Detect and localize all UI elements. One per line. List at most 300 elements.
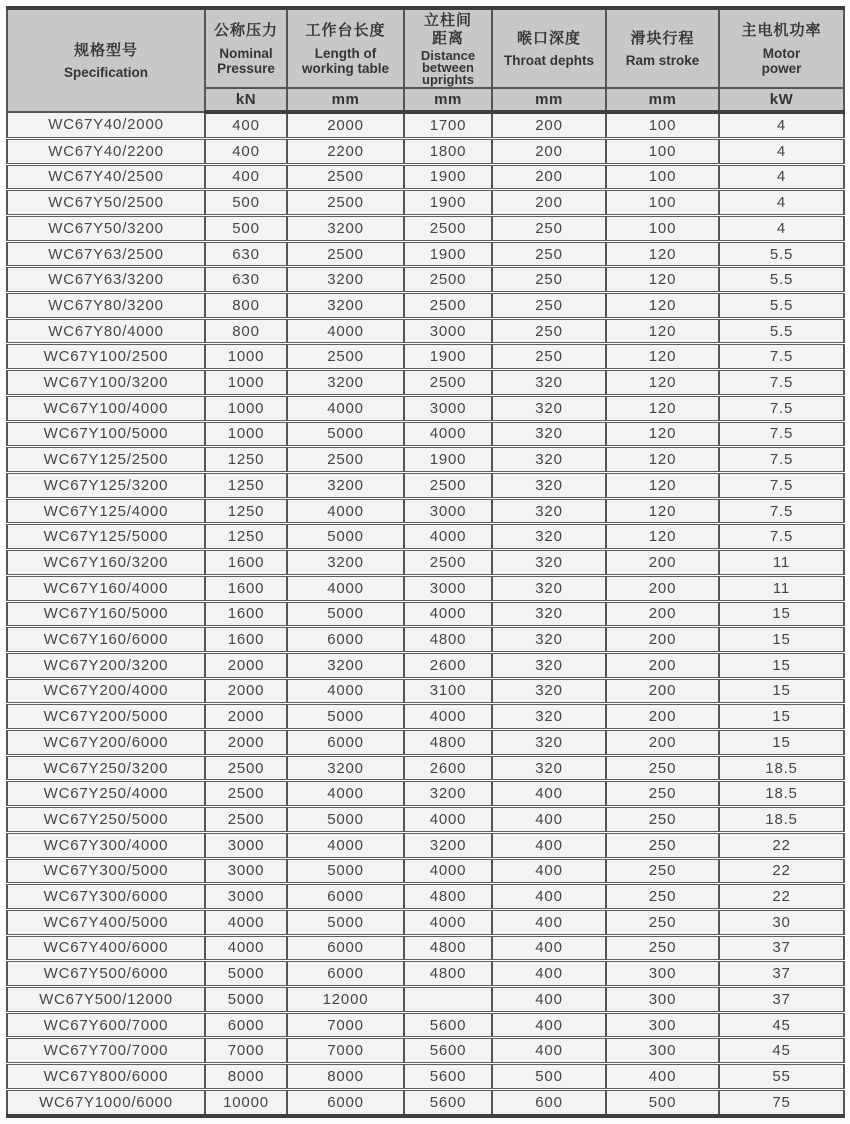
table-row [7, 550, 844, 576]
value-cell: 1250 [205, 524, 287, 550]
spec-model-cell: WC67Y40/2000 [7, 112, 205, 138]
value-cell: 320 [492, 524, 606, 550]
value-cell: 55 [719, 1064, 844, 1090]
spec-model-cell: WC67Y40/2500 [7, 164, 205, 190]
value-cell: 1600 [205, 601, 287, 627]
value-cell: 200 [606, 575, 719, 601]
value-cell: 8000 [205, 1064, 287, 1090]
table-row [7, 293, 844, 319]
value-cell: 400 [492, 909, 606, 935]
value-cell: 200 [492, 112, 606, 138]
value-cell: 250 [492, 267, 606, 293]
table-row [7, 704, 844, 730]
value-cell: 320 [492, 755, 606, 781]
value-cell: 6000 [287, 1089, 404, 1116]
value-cell: 200 [606, 678, 719, 704]
value-cell: 200 [606, 627, 719, 653]
value-cell: 250 [606, 807, 719, 833]
value-cell: 6000 [287, 961, 404, 987]
value-cell: 6000 [287, 884, 404, 910]
spec-model-cell: WC67Y125/5000 [7, 524, 205, 550]
value-cell: 320 [492, 652, 606, 678]
spec-model-cell: WC67Y250/3200 [7, 755, 205, 781]
value-cell: 4000 [205, 935, 287, 961]
value-cell: 250 [492, 344, 606, 370]
value-cell: 4000 [287, 575, 404, 601]
spec-model-cell: WC67Y160/4000 [7, 575, 205, 601]
spec-model-cell: WC67Y250/4000 [7, 781, 205, 807]
value-cell: 5.5 [719, 241, 844, 267]
spec-model-cell: WC67Y50/2500 [7, 190, 205, 216]
value-cell: 200 [492, 164, 606, 190]
value-cell: 15 [719, 678, 844, 704]
value-cell: 30 [719, 909, 844, 935]
value-cell: 5000 [287, 909, 404, 935]
value-cell: 3000 [404, 575, 492, 601]
value-cell: 18.5 [719, 807, 844, 833]
value-cell: 600 [492, 1089, 606, 1116]
value-cell: 120 [606, 421, 719, 447]
value-cell: 22 [719, 858, 844, 884]
value-cell: 400 [492, 987, 606, 1013]
value-cell: 100 [606, 215, 719, 241]
value-cell: 18.5 [719, 755, 844, 781]
column-title-en: Distance between uprights [420, 48, 476, 87]
value-cell: 200 [606, 601, 719, 627]
value-cell: 6000 [287, 935, 404, 961]
value-cell: 8000 [287, 1064, 404, 1090]
value-cell: 5000 [287, 858, 404, 884]
value-cell: 4000 [404, 704, 492, 730]
column-header-specification [7, 8, 205, 112]
spec-model-cell: WC67Y1000/6000 [7, 1089, 205, 1116]
value-cell: 1900 [404, 447, 492, 473]
column-title-cn: 主电机功率 [741, 22, 822, 40]
value-cell: 2500 [205, 807, 287, 833]
value-cell: 2500 [287, 344, 404, 370]
value-cell: 2000 [205, 704, 287, 730]
value-cell: 2000 [287, 112, 404, 138]
column-header-nominal-pressure [205, 8, 287, 88]
value-cell: 2500 [287, 447, 404, 473]
value-cell: 250 [606, 884, 719, 910]
spec-model-cell: WC67Y160/3200 [7, 550, 205, 576]
table-row [7, 1038, 844, 1064]
value-cell: 400 [492, 884, 606, 910]
spec-model-cell: WC67Y160/6000 [7, 627, 205, 653]
value-cell: 3000 [205, 858, 287, 884]
value-cell: 3200 [287, 550, 404, 576]
value-cell: 100 [606, 190, 719, 216]
spec-model-cell: WC67Y80/3200 [7, 293, 205, 319]
table-row [7, 1064, 844, 1090]
column-title-en: Motor power [761, 45, 802, 77]
spec-model-cell: WC67Y63/2500 [7, 241, 205, 267]
value-cell: 1250 [205, 472, 287, 498]
value-cell: 400 [492, 807, 606, 833]
value-cell: 120 [606, 498, 719, 524]
value-cell: 4000 [404, 807, 492, 833]
table-row [7, 267, 844, 293]
value-cell: 300 [606, 1012, 719, 1038]
value-cell: 15 [719, 627, 844, 653]
value-cell: 37 [719, 961, 844, 987]
table-row [7, 781, 844, 807]
value-cell: 2500 [287, 190, 404, 216]
spec-model-cell: WC67Y125/4000 [7, 498, 205, 524]
value-cell: 5000 [205, 987, 287, 1013]
spec-model-cell: WC67Y40/2200 [7, 138, 205, 164]
unit-cell-kn: kN [205, 88, 287, 112]
value-cell: 300 [606, 1038, 719, 1064]
value-cell: 15 [719, 652, 844, 678]
value-cell: 3200 [287, 293, 404, 319]
spec-model-cell: WC67Y100/2500 [7, 344, 205, 370]
value-cell: 3200 [287, 215, 404, 241]
value-cell: 250 [492, 293, 606, 319]
table-row [7, 575, 844, 601]
spec-model-cell: WC67Y500/12000 [7, 987, 205, 1013]
table-row [7, 318, 844, 344]
value-cell: 4800 [404, 627, 492, 653]
value-cell: 11 [719, 575, 844, 601]
value-cell: 200 [492, 138, 606, 164]
column-header-ram-stroke [606, 8, 719, 88]
value-cell: 5000 [287, 704, 404, 730]
value-cell: 320 [492, 498, 606, 524]
value-cell: 2000 [205, 678, 287, 704]
unit-cell-mm: mm [492, 88, 606, 112]
value-cell: 4000 [287, 395, 404, 421]
table-row [7, 190, 844, 216]
value-cell: 45 [719, 1012, 844, 1038]
value-cell: 1250 [205, 447, 287, 473]
value-cell: 5600 [404, 1012, 492, 1038]
value-cell: 200 [606, 704, 719, 730]
value-cell: 6000 [287, 730, 404, 756]
value-cell: 22 [719, 884, 844, 910]
column-title-cn: 立柱间距离 [423, 11, 472, 48]
table-row [7, 138, 844, 164]
value-cell: 1000 [205, 370, 287, 396]
specification-table [6, 6, 845, 1118]
value-cell: 1900 [404, 241, 492, 267]
value-cell: 250 [492, 215, 606, 241]
value-cell: 4000 [404, 858, 492, 884]
value-cell: 630 [205, 267, 287, 293]
value-cell: 320 [492, 678, 606, 704]
value-cell: 4800 [404, 730, 492, 756]
column-title-en: Specification [63, 65, 149, 81]
value-cell: 320 [492, 472, 606, 498]
value-cell: 250 [492, 318, 606, 344]
value-cell: 320 [492, 730, 606, 756]
value-cell: 200 [606, 550, 719, 576]
table-row [7, 807, 844, 833]
spec-model-cell: WC67Y300/4000 [7, 832, 205, 858]
table-row [7, 858, 844, 884]
value-cell: 4 [719, 112, 844, 138]
value-cell: 75 [719, 1089, 844, 1116]
spec-model-cell: WC67Y600/7000 [7, 1012, 205, 1038]
value-cell: 320 [492, 447, 606, 473]
value-cell: 120 [606, 318, 719, 344]
value-cell [404, 987, 492, 1013]
value-cell: 120 [606, 293, 719, 319]
table-row [7, 524, 844, 550]
spec-model-cell: WC67Y300/5000 [7, 858, 205, 884]
unit-cell-mm: mm [287, 88, 404, 112]
table-row [7, 652, 844, 678]
value-cell: 250 [492, 241, 606, 267]
table-row [7, 472, 844, 498]
table-row [7, 961, 844, 987]
value-cell: 7.5 [719, 344, 844, 370]
table-row [7, 370, 844, 396]
value-cell: 400 [492, 1038, 606, 1064]
table-row [7, 421, 844, 447]
value-cell: 2500 [404, 267, 492, 293]
value-cell: 5600 [404, 1089, 492, 1116]
value-cell: 320 [492, 370, 606, 396]
spec-model-cell: WC67Y200/5000 [7, 704, 205, 730]
value-cell: 2200 [287, 138, 404, 164]
value-cell: 400 [205, 138, 287, 164]
value-cell: 320 [492, 627, 606, 653]
value-cell: 7.5 [719, 370, 844, 396]
value-cell: 7000 [287, 1012, 404, 1038]
value-cell: 5000 [287, 524, 404, 550]
value-cell: 5.5 [719, 318, 844, 344]
spec-model-cell: WC67Y50/3200 [7, 215, 205, 241]
value-cell: 250 [606, 858, 719, 884]
value-cell: 3200 [404, 832, 492, 858]
value-cell: 3200 [287, 755, 404, 781]
value-cell: 400 [492, 1012, 606, 1038]
value-cell: 5.5 [719, 267, 844, 293]
value-cell: 800 [205, 318, 287, 344]
value-cell: 120 [606, 524, 719, 550]
value-cell: 4 [719, 190, 844, 216]
table-row [7, 730, 844, 756]
value-cell: 3200 [404, 781, 492, 807]
value-cell: 120 [606, 395, 719, 421]
value-cell: 4 [719, 215, 844, 241]
value-cell: 120 [606, 267, 719, 293]
table-row [7, 241, 844, 267]
value-cell: 320 [492, 550, 606, 576]
value-cell: 500 [606, 1089, 719, 1116]
value-cell: 15 [719, 704, 844, 730]
value-cell: 2500 [205, 781, 287, 807]
table-header [7, 8, 844, 112]
column-title-en: Throat dephts [504, 53, 594, 69]
value-cell: 15 [719, 730, 844, 756]
value-cell: 400 [492, 935, 606, 961]
value-cell: 1800 [404, 138, 492, 164]
value-cell: 4000 [404, 421, 492, 447]
value-cell: 320 [492, 601, 606, 627]
table-row [7, 112, 844, 138]
value-cell: 250 [606, 832, 719, 858]
value-cell: 1900 [404, 190, 492, 216]
table-row [7, 987, 844, 1013]
column-header-working-table-length [287, 8, 404, 88]
value-cell: 7.5 [719, 395, 844, 421]
column-title-en: Ram stroke [625, 53, 700, 69]
spec-model-cell: WC67Y250/5000 [7, 807, 205, 833]
value-cell: 4000 [404, 601, 492, 627]
value-cell: 4800 [404, 884, 492, 910]
spec-model-cell: WC67Y500/6000 [7, 961, 205, 987]
value-cell: 100 [606, 138, 719, 164]
table-row [7, 164, 844, 190]
value-cell: 22 [719, 832, 844, 858]
value-cell: 7000 [287, 1038, 404, 1064]
value-cell: 1000 [205, 421, 287, 447]
value-cell: 200 [606, 652, 719, 678]
table-row [7, 678, 844, 704]
value-cell: 1000 [205, 395, 287, 421]
table-row [7, 601, 844, 627]
column-title-cn: 规格型号 [73, 41, 138, 59]
table-row [7, 909, 844, 935]
value-cell: 1600 [205, 550, 287, 576]
value-cell: 4800 [404, 961, 492, 987]
value-cell: 4000 [287, 498, 404, 524]
value-cell: 37 [719, 935, 844, 961]
value-cell: 5600 [404, 1064, 492, 1090]
value-cell: 2600 [404, 652, 492, 678]
value-cell: 4000 [205, 909, 287, 935]
value-cell: 7.5 [719, 447, 844, 473]
spec-model-cell: WC67Y200/6000 [7, 730, 205, 756]
value-cell: 4 [719, 164, 844, 190]
table-row [7, 344, 844, 370]
table-row [7, 447, 844, 473]
value-cell: 37 [719, 987, 844, 1013]
value-cell: 120 [606, 344, 719, 370]
value-cell: 5.5 [719, 293, 844, 319]
spec-model-cell: WC67Y400/5000 [7, 909, 205, 935]
value-cell: 400 [492, 858, 606, 884]
value-cell: 630 [205, 241, 287, 267]
column-header-distance-between-uprights [404, 8, 492, 88]
value-cell: 3000 [404, 318, 492, 344]
header-row-titles [7, 8, 844, 88]
value-cell: 120 [606, 447, 719, 473]
value-cell: 400 [492, 832, 606, 858]
spec-model-cell: WC67Y200/3200 [7, 652, 205, 678]
value-cell: 500 [492, 1064, 606, 1090]
value-cell: 1250 [205, 498, 287, 524]
table-row [7, 1012, 844, 1038]
value-cell: 3200 [287, 652, 404, 678]
value-cell: 5000 [287, 421, 404, 447]
value-cell: 2000 [205, 730, 287, 756]
value-cell: 1600 [205, 627, 287, 653]
value-cell: 320 [492, 395, 606, 421]
value-cell: 7000 [205, 1038, 287, 1064]
value-cell: 2500 [404, 550, 492, 576]
value-cell: 1900 [404, 164, 492, 190]
value-cell: 45 [719, 1038, 844, 1064]
table-row [7, 884, 844, 910]
value-cell: 200 [492, 190, 606, 216]
value-cell: 2000 [205, 652, 287, 678]
value-cell: 120 [606, 472, 719, 498]
value-cell: 15 [719, 601, 844, 627]
spec-model-cell: WC67Y800/6000 [7, 1064, 205, 1090]
value-cell: 4000 [287, 678, 404, 704]
value-cell: 7.5 [719, 472, 844, 498]
column-title-en: Nominal Pressure [217, 45, 275, 77]
value-cell: 5000 [287, 807, 404, 833]
value-cell: 300 [606, 987, 719, 1013]
value-cell: 2500 [404, 293, 492, 319]
value-cell: 5600 [404, 1038, 492, 1064]
value-cell: 120 [606, 370, 719, 396]
value-cell: 3200 [287, 370, 404, 396]
value-cell: 1700 [404, 112, 492, 138]
table-row [7, 1089, 844, 1116]
value-cell: 6000 [287, 627, 404, 653]
value-cell: 250 [606, 909, 719, 935]
value-cell: 3000 [205, 832, 287, 858]
value-cell: 500 [205, 190, 287, 216]
column-title-cn: 喉口深度 [516, 29, 581, 47]
unit-cell-mm: mm [404, 88, 492, 112]
table-row [7, 215, 844, 241]
value-cell: 4000 [287, 318, 404, 344]
spec-model-cell: WC67Y100/5000 [7, 421, 205, 447]
value-cell: 4000 [404, 909, 492, 935]
unit-cell-mm: mm [606, 88, 719, 112]
value-cell: 250 [606, 755, 719, 781]
unit-cell-kw: kW [719, 88, 844, 112]
value-cell: 3100 [404, 678, 492, 704]
spec-model-cell: WC67Y700/7000 [7, 1038, 205, 1064]
spec-model-cell: WC67Y200/4000 [7, 678, 205, 704]
spec-model-cell: WC67Y125/3200 [7, 472, 205, 498]
value-cell: 4000 [287, 781, 404, 807]
spec-model-cell: WC67Y63/3200 [7, 267, 205, 293]
value-cell: 2500 [205, 755, 287, 781]
value-cell: 1000 [205, 344, 287, 370]
value-cell: 18.5 [719, 781, 844, 807]
value-cell: 7.5 [719, 524, 844, 550]
value-cell: 250 [606, 935, 719, 961]
spec-model-cell: WC67Y125/2500 [7, 447, 205, 473]
value-cell: 5000 [205, 961, 287, 987]
value-cell: 300 [606, 961, 719, 987]
value-cell: 6000 [205, 1012, 287, 1038]
value-cell: 3200 [287, 267, 404, 293]
value-cell: 11 [719, 550, 844, 576]
value-cell: 400 [492, 961, 606, 987]
table-row [7, 498, 844, 524]
column-title-cn: 公称压力 [213, 22, 278, 40]
table-row [7, 832, 844, 858]
column-title-cn: 工作台长度 [305, 22, 386, 40]
spec-model-cell: WC67Y160/5000 [7, 601, 205, 627]
value-cell: 320 [492, 421, 606, 447]
value-cell: 2600 [404, 755, 492, 781]
table-row [7, 395, 844, 421]
value-cell: 400 [205, 112, 287, 138]
value-cell: 2500 [404, 472, 492, 498]
value-cell: 250 [606, 781, 719, 807]
